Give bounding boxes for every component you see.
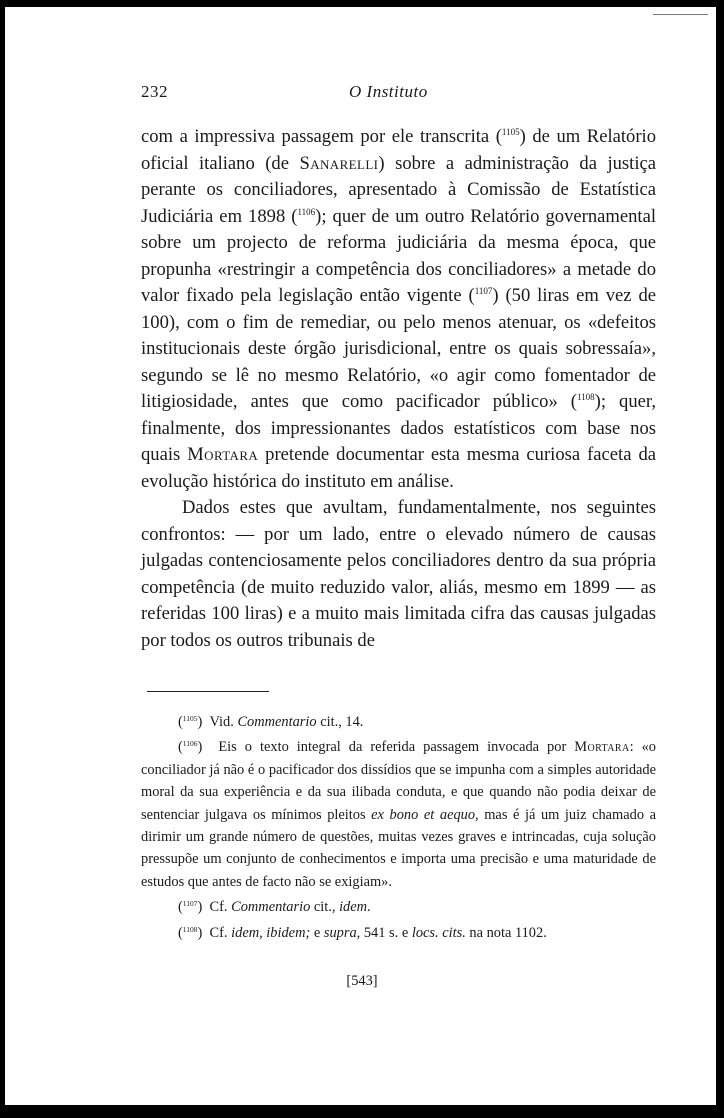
footnote-1108: ($^{1108}$) Cf. idem, ibidem; e supra, 541 s. e locs. cits. na nota 1102. xyxy=(178,924,547,941)
text-run: com a impressiva passagem por ele transcrita ( xyxy=(141,126,502,147)
author-name: Mortara xyxy=(574,739,630,756)
footnote-1107: ($^{1107}$) Cf. Commentario cit., idem. xyxy=(178,899,371,916)
text-run: ) sobre a administração da justiça perante os conciliadores, apresentado à Comissão de Estatística Judiciária em 1898 ( xyxy=(141,152,656,227)
footnote-1106: ($^{1106}$) Eis o texto integral da referida passagem invocada por Mortara: «o conciliador já não é o pacificador dos dissídios que se impunha com a simples autoridade moral da sua experiência e da sua ilibada conduta, e que quando não podia deixar de sentenciar julgava os mínimos pleitos ex bono et aequo, mas é já um juiz chamado a dirimir um grande número de questões, muitas vezes graves e intrincadas, cuja solução pressupõe um conjunto de conhecimentos e importa uma precisão e uma maturidade de estudos que antes de facto não se exigiam». xyxy=(141,739,657,890)
text-run: , mas é já um juiz chamado a dirimir um grande número de questões, muitas vezes graves e intrincadas, cuja solução pressupõe um conjunto de conhecimentos e importa uma precisão e uma maturidade de estudos que antes de facto não se exigiam». xyxy=(141,806,657,890)
text-run: e xyxy=(310,924,324,941)
latin-phrase: locs. cits. xyxy=(411,924,466,941)
text-run: Eis o texto integral da referida passagem invocada por xyxy=(218,739,575,756)
latin-phrase: supra xyxy=(323,924,357,941)
text-run: ) (50 liras em vez de 100), com o fim de remediar, ou pelo menos atenuar, os «defeitos institucionais deste órgão jurisdicional, entre os quais sobressaía», segundo se lê no mesmo Relatório, «o agir como fomentador de litigiosidade, antes que como pacificador público» ( xyxy=(141,285,656,412)
text-run: cit., 14. xyxy=(316,714,364,730)
text-run: ) de um Relatório oficial italiano (de xyxy=(141,126,656,174)
work-title: Commentario xyxy=(231,899,311,916)
footnote-1105: ($^{1105}$) Vid. Commentario cit., 14. xyxy=(178,714,364,730)
text-run: pretende documentar esta mesma curiosa faceta da evolução histórica do instituto em análise. xyxy=(141,444,656,492)
text-run: ); quer, finalmente, dos impressionantes dados estatísticos com base nos quais xyxy=(141,391,657,465)
footnote-ref-1105: 1105 xyxy=(501,127,520,137)
body-text xyxy=(141,124,656,654)
footnote-number: 1108 xyxy=(182,924,198,934)
footnote-number: 1107 xyxy=(182,899,198,909)
text-run: Cf. xyxy=(209,899,232,916)
text-run: . xyxy=(367,899,371,916)
footnotes xyxy=(141,711,656,944)
text-run: cit., xyxy=(310,899,340,916)
latin-phrase: idem xyxy=(339,899,368,916)
page-corner-mark xyxy=(653,14,708,70)
author-name: Sanarelli xyxy=(299,152,379,174)
footnote-ref-1108: 1108 xyxy=(577,392,595,402)
page-footer: [543] xyxy=(346,973,378,989)
text-run: Vid. xyxy=(209,714,238,730)
page-header xyxy=(141,82,656,110)
text-run: : «o conciliador já não é o pacificador dos dissídios que se impunha com a simples autoridade moral da sua experiência e da sua ilibada conduta, e que quando não podia deixar de sentenciar julgava os mínimos pleitos xyxy=(141,739,656,823)
paragraph-1 xyxy=(141,124,656,495)
text-run: Cf. xyxy=(209,924,232,941)
latin-phrase: ex bono et aequo xyxy=(371,806,476,823)
text-run: na nota 1102. xyxy=(465,924,547,941)
text-run: ); quer de um outro Relatório governamental sobre um projecto de reforma judiciária da mesma época, que propunha «restringir a competência dos conciliadores» a metade do valor fixado pela legislação então vigente ( xyxy=(141,205,656,306)
footnote-separator xyxy=(147,691,269,692)
page-number: 232 xyxy=(141,82,168,101)
footnote-number: 1105 xyxy=(182,714,198,723)
running-title: O Instituto xyxy=(349,82,428,101)
author-name: Mortara xyxy=(187,444,259,465)
footnote-number: 1106 xyxy=(182,739,198,749)
footnote-ref-1106: 1106 xyxy=(297,206,316,217)
paragraph-2: Dados estes que avultam, fundamentalmente, nos seguintes confrontos: — por um lado, entre o elevado número de causas julgadas contenciosamente pelos conciliadores dentro da sua própria competência (de muito reduzido valor, aliás, mesmo em 1899 — as referidas 100 liras) e a muito mais limitada cifra das causas julgadas por todos os outros tribunais de xyxy=(141,497,656,651)
text-run: , 541 s. e xyxy=(356,924,412,941)
work-title: Commentario xyxy=(237,714,317,730)
footnote-ref-1107: 1107 xyxy=(474,286,493,296)
latin-phrase: idem, ibidem; xyxy=(231,924,311,941)
